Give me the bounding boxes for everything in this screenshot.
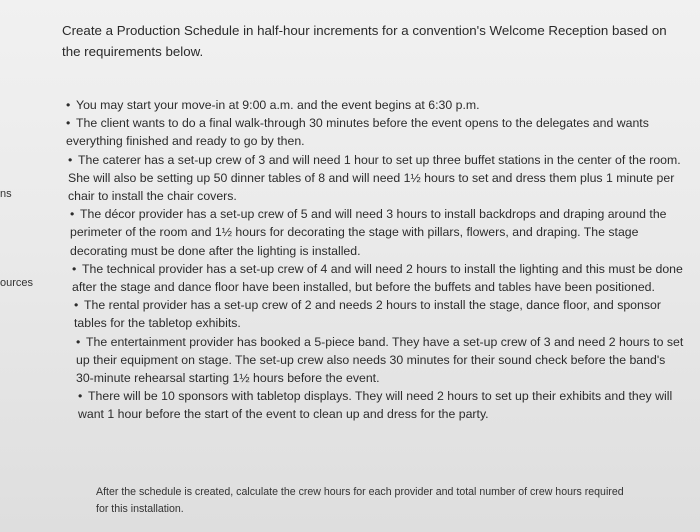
requirement-item: • The caterer has a set-up crew of 3 and will need 1 hour to set up three buffet stations in the center of the room. She will also be setting up 50 dinner tables of 8 and will need 1½ hours to set and dress them plus 1 minute per chair to install the chair covers. [68, 152, 681, 204]
requirement-item: • The technical provider has a set-up crew of 4 and will need 2 hours to install the lighting and this must be done after the stage and dance floor have been installed, but before the buffets and tables have been positioned. [72, 261, 683, 295]
assignment-intro: Create a Production Schedule in half-hour increments for a convention's Welcome Reception based on the requirements below. [62, 23, 667, 59]
bullet-icon: • [70, 207, 75, 222]
bullet-icon: • [76, 334, 81, 349]
assignment-outro: After the schedule is created, calculate the crew hours for each provider and total number of crew hours required for this installation. [96, 486, 624, 515]
bullet-icon: • [74, 298, 79, 313]
bullet-icon: • [78, 389, 83, 404]
requirement-item: • The entertainment provider has booked a 5-piece band. They have a set-up crew of 3 and need 2 hours to set up their equipment on stage. The set-up crew also needs 30 minutes for their sound check before the band's 30-minute rehearsal starting 1½ hours before the event. [76, 334, 684, 386]
sidebar-fragment-2: ources [0, 277, 34, 289]
requirement-item: • The rental provider has a set-up crew of 2 and needs 2 hours to install the stage, dance floor, and sponsor tables for the tabletop exhibits. [74, 298, 661, 331]
requirement-item: • There will be 10 sponsors with tabletop displays. They will need 2 hours to set up their exhibits and they will want 1 hour before the start of the event to clean up and dress for the party. [78, 389, 673, 422]
requirement-item: • The décor provider has a set-up crew of 5 and will need 3 hours to install backdrops and draping around the perimeter of the room and 1½ hours for decorating the stage with pillars, flowers, and draping. The stage decorating must be done after the lighting is installed. [70, 207, 667, 258]
bullet-icon: • [66, 98, 71, 112]
bullet-icon: • [66, 116, 71, 131]
bullet-icon: • [72, 261, 77, 276]
requirements-list [66, 96, 686, 424]
requirement-item: • You may start your move-in at 9:00 a.m. and the event begins at 6:30 p.m. [66, 96, 686, 114]
sidebar-fragment-1: ns [0, 188, 12, 200]
bullet-icon: • [68, 152, 73, 167]
requirement-item: • The client wants to do a final walk-through 30 minutes before the event opens to the delegates and wants everything finished and ready to go by then. [66, 116, 649, 149]
